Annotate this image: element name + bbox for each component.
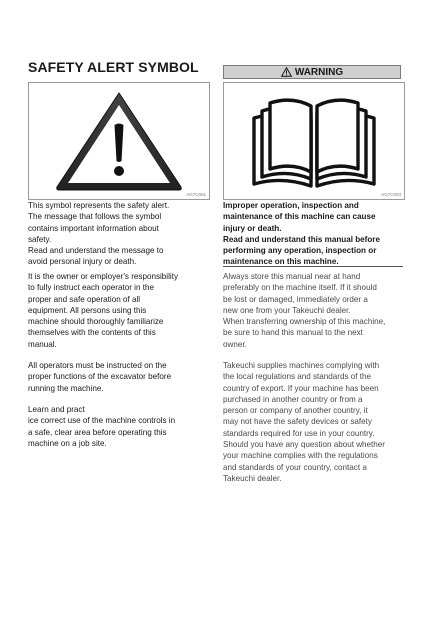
safety-alert-figure bbox=[28, 82, 210, 200]
open-book-icon bbox=[224, 83, 404, 199]
warning-triangle-icon bbox=[281, 67, 292, 77]
regulations-paragraph: Takeuchi supplies machines complying with the local regulations and standards of the country of export. If your machine has been purchased in another country or from a person or company of another country, it may not have the safety devices or safety standards required for use in your country. Should you have any question about whether your machine complies with the regulations and standards of your country, contact a Takeuchi dealer. bbox=[223, 361, 385, 483]
warning-banner bbox=[223, 65, 401, 79]
figure-code: AG7C003 bbox=[381, 192, 401, 197]
figure-code: AG7C001 bbox=[186, 192, 206, 197]
warning-label: WARNING bbox=[294, 66, 344, 78]
safety-symbol-paragraph: This symbol represents the safety alert. The message that follows the symbol contains important information about safety. Read and understand the message to avoid personal injury or death. bbox=[28, 201, 170, 267]
manual-figure bbox=[223, 82, 405, 200]
practice-controls-paragraph: Learn and pract ice correct use of the machine controls in a safe, clear area before operating this machine on a job site. bbox=[28, 405, 176, 448]
owner-responsibility-paragraph: It is the owner or employer's responsibility to fully instruct each operator in the proper and safe operation of all equipment. All persons using this machine should thoroughly familiarize themselves with the contents of this manual. bbox=[28, 272, 178, 349]
section-title: SAFETY ALERT SYMBOL bbox=[28, 59, 199, 75]
store-manual-paragraph: Always store this manual near at hand preferably on the machine itself. If it should be lost or damaged, immediately order a new one from your Takeuchi dealer. When transferring ownership of this machine, be sure to hand this manual to the next owner. bbox=[223, 272, 386, 349]
divider bbox=[223, 266, 403, 267]
warning-paragraph: Improper operation, inspection and maintenance of this machine can cause injury or death. Read and understand this manual before performing any operation, inspection or maintenance on this machine. bbox=[223, 201, 380, 267]
operator-instruction-paragraph: All operators must be instructed on the proper functions of the excavator before running the machine. bbox=[28, 361, 172, 393]
safety-alert-triangle-icon bbox=[29, 83, 209, 199]
